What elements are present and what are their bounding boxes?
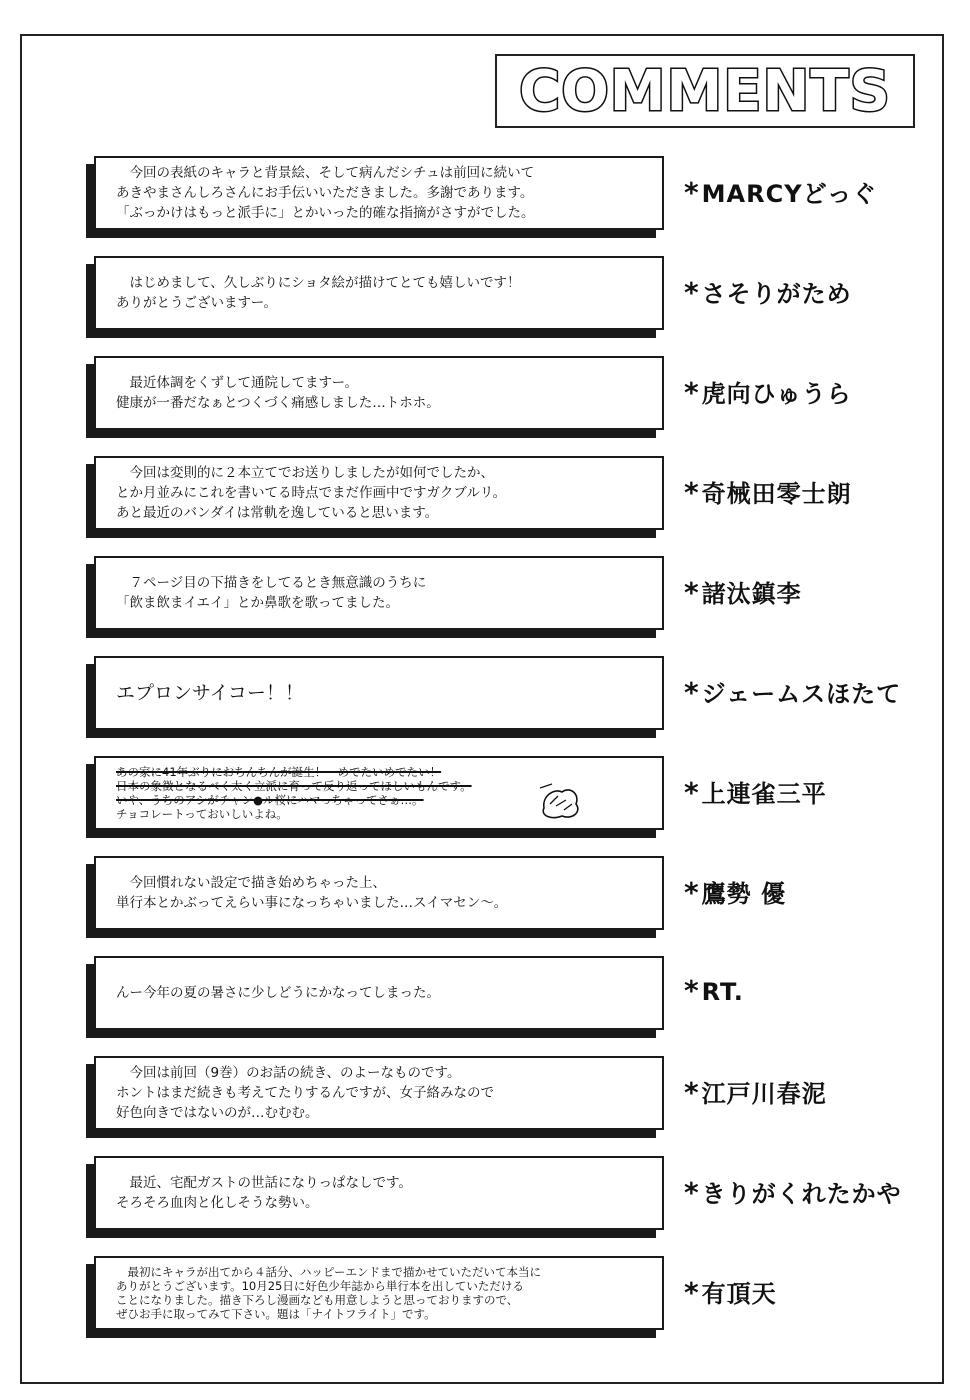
- comment-line: いや、うちのアシがチャン●ル桜にハマっちゃってさぁ…。: [116, 793, 424, 807]
- comment-line: エプロンサイコー！！: [116, 682, 304, 704]
- comment-line: ７ページ目の下描きをしてるとき無意識のうちに: [116, 575, 427, 591]
- comment-entry: [86, 756, 946, 840]
- comment-bubble: [94, 256, 664, 330]
- author-name: [684, 174, 877, 209]
- asterisk-mark: *: [684, 676, 700, 709]
- author-label: 虎向ひゅうら: [701, 380, 852, 408]
- author-name: [684, 1174, 902, 1209]
- title-box: [495, 54, 915, 128]
- author-name: [684, 774, 827, 809]
- comment-bubble: [94, 656, 664, 730]
- author-name: [684, 474, 852, 509]
- page-title: COMMENTS: [519, 58, 891, 124]
- comment-line: あきやまさんしろさんにお手伝いいただきました。多謝であります。: [116, 185, 534, 201]
- asterisk-mark: *: [684, 1276, 700, 1309]
- comment-bubble: [94, 956, 664, 1030]
- comment-line: 好色向きではないのが…むむむ。: [116, 1105, 319, 1121]
- comment-entry: [86, 156, 946, 240]
- comment-line: 単行本とかぶってえらい事になっちゃいました…スイマセン〜。: [116, 895, 508, 911]
- comment-bubble: [94, 156, 664, 230]
- comment-entry: [86, 356, 946, 440]
- comment-entry: [86, 1056, 946, 1140]
- author-name: [684, 1074, 827, 1109]
- comment-line: 健康が一番だなぁとつくづく痛感しました…トホホ。: [116, 395, 440, 411]
- comment-line: チョコレートっておいしいよね。: [116, 807, 288, 821]
- comment-entry: [86, 256, 946, 340]
- comment-line: あと最近のバンダイは常軌を逸していると思います。: [116, 505, 439, 521]
- comment-line: 最近、宅配ガストの世話になりっぱなしです。: [116, 1175, 412, 1191]
- author-label: さそりがため: [701, 280, 852, 308]
- asterisk-mark: *: [684, 1076, 700, 1109]
- comment-entry: [86, 1256, 946, 1340]
- comment-line: 日本の象徴となるべく太く立派に育って反り返ってほしいもんです。: [116, 779, 472, 793]
- asterisk-mark: *: [684, 1176, 700, 1209]
- comment-entry: [86, 456, 946, 540]
- comment-bubble: [94, 356, 664, 430]
- asterisk-mark: *: [684, 276, 700, 309]
- author-label: 江戸川春泥: [701, 1080, 827, 1108]
- author-label: 鷹勢 優: [701, 880, 787, 908]
- comment-line: 「飲ま飲まイエイ」とか鼻歌を歌ってました。: [116, 595, 399, 611]
- author-label: 奇械田零士朗: [701, 480, 852, 508]
- asterisk-mark: *: [684, 576, 700, 609]
- comment-entry: [86, 556, 946, 640]
- author-name: [684, 374, 852, 409]
- comment-line: 今回の表紙のキャラと背景絵、そして病んだシチュは前回に続いて: [116, 165, 535, 181]
- comment-entry: [86, 656, 946, 740]
- author-label: きりがくれたかや: [701, 1180, 902, 1208]
- comment-line: そろそろ血肉と化しそうな勢い。: [116, 1195, 319, 1211]
- author-label: RT.: [701, 978, 744, 1006]
- asterisk-mark: *: [684, 476, 700, 509]
- author-label: 有頂天: [701, 1280, 777, 1308]
- asterisk-mark: *: [684, 776, 700, 809]
- comment-line: 最初にキャラが出てから４話分、ハッピーエンドまで描かせていただいて本当に: [116, 1265, 542, 1279]
- author-name: [684, 874, 786, 909]
- comment-line: 今回慣れない設定で描き始めちゃった上、: [116, 875, 386, 891]
- comment-line: 最近体調をくずして通院してますー。: [116, 375, 359, 391]
- comment-line: 今回は前回（9巻）のお話の続き、のよーなものです。: [116, 1065, 461, 1081]
- comment-line: 今回は変則的に２本立てでお送りしましたが如何でしたか、: [116, 465, 494, 481]
- author-name: [684, 274, 852, 309]
- comment-entry: [86, 856, 946, 940]
- author-label: 上連雀三平: [701, 780, 827, 808]
- author-name: [684, 574, 802, 609]
- asterisk-mark: *: [684, 176, 700, 209]
- comment-bubble: [94, 856, 664, 930]
- comment-line: ありがとうございます。10月25日に好色少年誌から単行本を出していただける: [116, 1279, 524, 1293]
- comment-line: ことになりました。描き下ろし漫画なども用意しようと思っておりますので、: [116, 1293, 519, 1307]
- comment-bubble: [94, 1256, 664, 1330]
- asterisk-mark: *: [684, 974, 700, 1007]
- comment-line: 「ぶっかけはもっと派手に」とかいった的確な指摘がさすがでした。: [116, 205, 535, 221]
- comment-bubble: [94, 1156, 664, 1230]
- comment-line: ホントはまだ続きも考えてたりするんですが、女子絡みなので: [116, 1085, 494, 1101]
- author-name: [684, 974, 744, 1007]
- comment-line: ぜひお手に取ってみて下さい。題は「ナイトフライト」です。: [116, 1307, 436, 1321]
- comment-line: あの家に41年ぶりにおちんちんが誕生！ めでたいめでたい！: [116, 765, 442, 779]
- comment-line: んー今年の夏の暑さに少しどうにかなってしまった。: [116, 985, 440, 1001]
- author-label: MARCYどっぐ: [701, 180, 878, 208]
- comment-line: ありがとうございますー。: [116, 295, 278, 311]
- comment-line: はじめまして、久しぶりにショタ絵が描けてとても嬉しいです！: [116, 275, 521, 291]
- comment-bubble: [94, 456, 664, 530]
- comment-entry: [86, 1156, 946, 1240]
- comment-entry: [86, 956, 946, 1040]
- comment-line: とか月並みにこれを書いてる時点でまだ作画中ですガクブルリ。: [116, 485, 507, 501]
- author-label: ジェームスほたて: [701, 680, 902, 708]
- asterisk-mark: *: [684, 876, 700, 909]
- comment-bubble: [94, 556, 664, 630]
- doodle-icon: [536, 782, 586, 822]
- asterisk-mark: *: [684, 376, 700, 409]
- author-label: 諸汰鎮李: [701, 580, 802, 608]
- author-name: [684, 1274, 777, 1309]
- author-name: [684, 674, 901, 709]
- comment-bubble: [94, 1056, 664, 1130]
